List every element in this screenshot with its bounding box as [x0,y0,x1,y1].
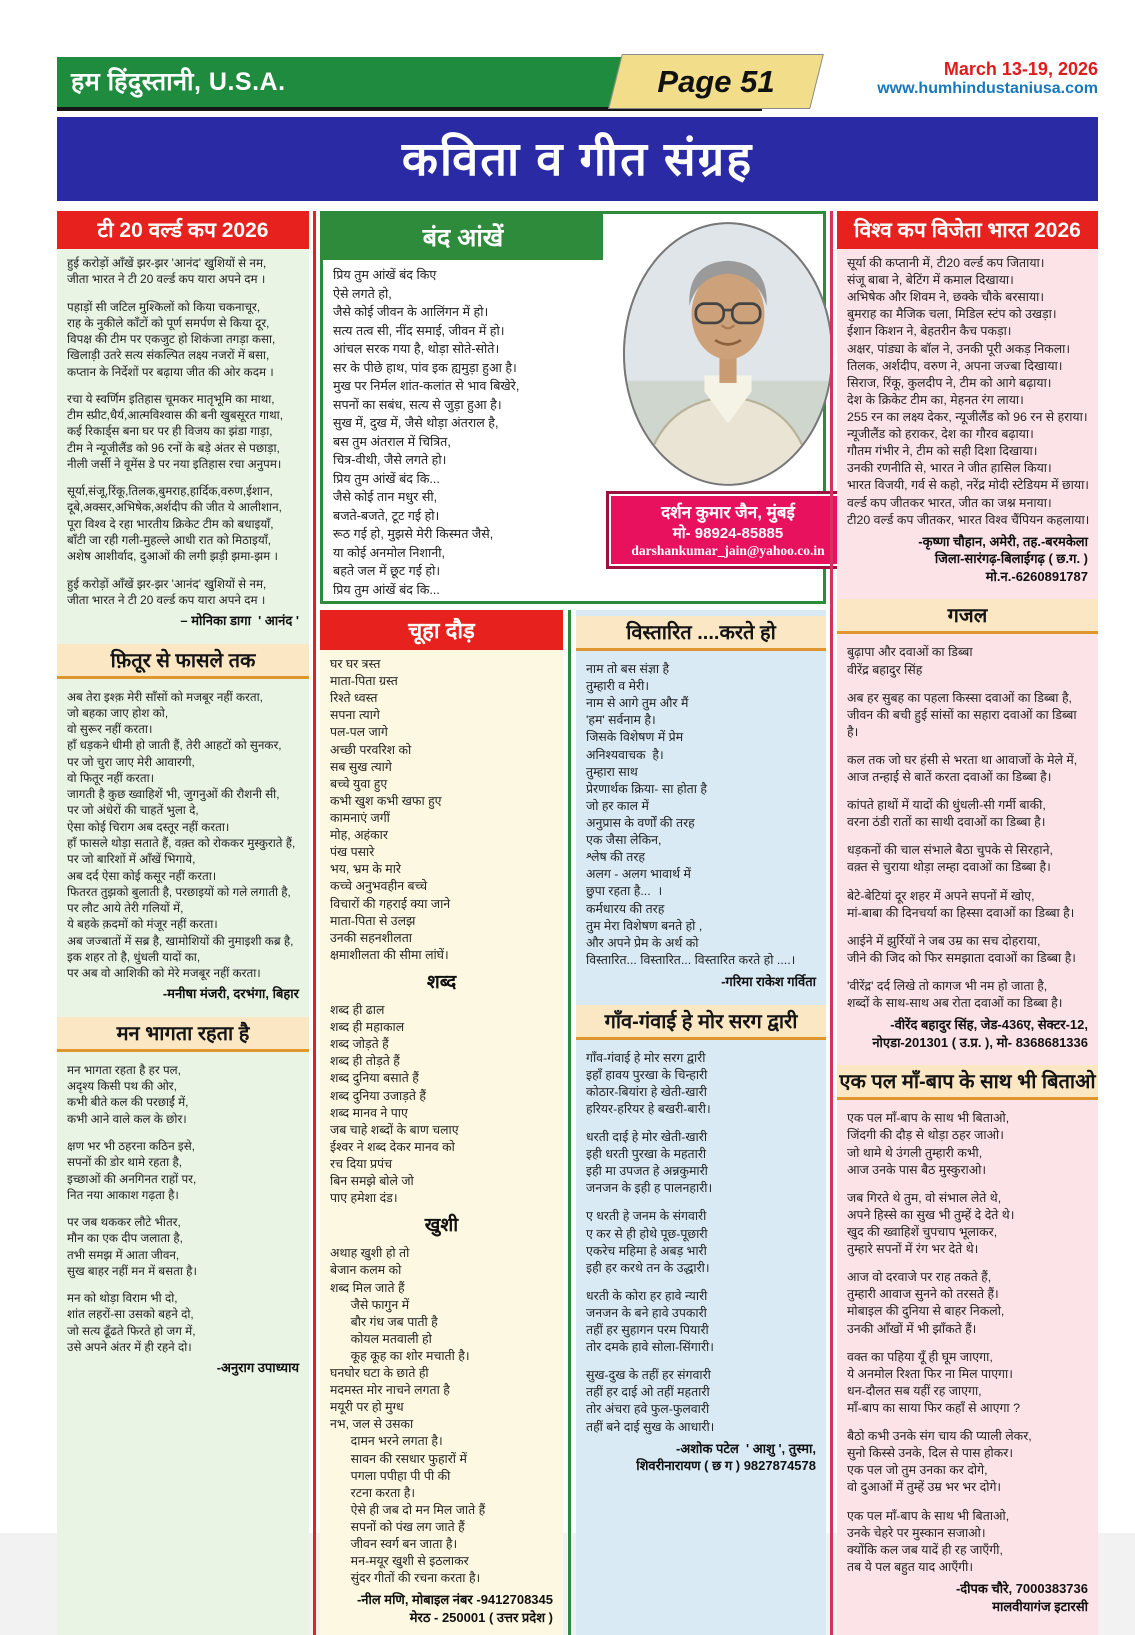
poem-khushi [320,1211,563,1634]
poem-lines: हुई करोड़ों आँखें झर-झर 'आनंद' खुशियों से नम, जीता भारत ने टी 20 वर्ल्ड कप यारा अपने दम । पहाड़ों सी जटिल मुश्किलों को किया चकनाचूर, राह के नुकीले काँटों को पूर्ण समर्पण से किया दूर, विपक्ष की टीम पर एकजुट हो शिकंजा तगड़ा कसा, खिलाड़ी उतरे सत्य संकल्पित लक्ष्य नजरों में बसा, कप्तान के निर्देशों पर बढ़ाया जीत की ओर कदम । रचा ये स्वर्णिम इतिहास चूमकर मातृभूमि का माथा, टीम स्प्रीट,धैर्य,आत्मविश्वास की बनी खुबसूरत गाथा, कई रिकार्ड्स बना घर पर ही विजय का झंडा गाड़ा, टीम ने न्यूजीलैंड को 96 रनों के बड़े अंतर से पछाड़ा, नीली जर्सी ने वूमेंस डे पर नया इतिहास रचा अनुपम। सूर्या,संजू,रिंकू,तिलक,बुमराह,हार्दिक,वरुण,ईशान, दूबे,अक्सर,अभिषेक,अर्शदीप की जीत ये आलीशान, पूरा विश्व दे रहा भारतीय क्रिकेट टीम को बधाइयाँ, बाँटी जा रही गली-मुहल्ले आधी रात को मिठाइयाँ, अशेष आशीर्वाद, दुआओं की लगी झड़ी झमा-झम । हुई करोड़ों आँखें झर-झर 'आनंद' खुशियों से नम, जीता भारत ने टी 20 वर्ल्ड कप यारा अपने दम । [67,256,283,607]
poem-ek-pal [837,1065,1098,1623]
poem-chooha-daud [320,610,563,966]
poem-world-cup-winner [837,211,1098,593]
poet-portrait-illustration [619,220,837,488]
poem-lines: घर घर त्रस्त माता-पिता ग्रस्त रिश्ते ध्वस्त सपना त्यागे पल-पल जागे अच्छी परवरिश को सब सुख त्यागे बच्चे युवा हुए कभी खुश कभी खफा हुए कामनाएं जगीं मोह, अहंकार पंख पसारे भय, भ्रम के मारे कच्चे अनुभवहीन बच्चे विचारों की गहराई क्या जाने माता-पिता से उलझ उनकी सहनशीलता क्षमाशीलता की सीमा लांघें। [330,657,451,962]
poem-heading: विस्तारित ....करते हो [576,616,826,651]
poem-band-aankhen [323,214,603,601]
poem-lines: अब तेरा इश्क़ मेरी साँसों को मजबूर नहीं करता, जो बहका जाए होश को, वो सुरूर नहीं करता। हाँ धड़कने धीमी हो जाती हैं, तेरी आहटों को सुनकर, पर जो चुरा जाए मेरी आवारगी, वो फितूर नहीं करता। जागती है कुछ ख्वाहिशें भी, जुगनुओं की रौशनी सी, पर जो अंधेरों की चाहतें भुला दे, ऐसा कोई चिराग अब दस्तूर नहीं करता। हाँ फासले थोड़ा सताते हैं, वक़्त को रोककर मुस्कुराते हैं, पर जो बारिशों में आँखें भिगाये, अब दर्द ऐसा कोई कसूर नहीं करता। फितरत तुझको बुलाती है, परछाइयों को गले लगाती है, पर लौट आये तेरी गलियों में, ये बहके क़दमों को मंजूर नहीं करता। अब जज्बातों में सब्र है, खामोशियों की नुमाइशी कब्र है, इक शहर तो है, धुंधली यादों का, पर अब वो आशिकी को मेरे मजबूर नहीं करता। [67,689,296,981]
poem-fitoor [57,644,309,1011]
poem-lines: सूर्या की कप्तानी में, टी20 वर्ल्ड कप जिताया। संजू बाबा ने, बेटिंग में कमाल दिखाया। अभिषेक और शिवम ने, छक्के चौके बरसाया। बुमराह का मैजिक चला, मिडिल स्टंप को उखड़ा। ईशान किशन ने, बेहतरीन कैच पकड़ा। अक्षर, पांड्या के बॉल ने, उनकी पूरी अकड़ निकला। तिलक, अर्शदीप, वरुण ने, अपना जज्बा दिखाया। सिराज, रिंकू, कुलदीप ने, टीम को आगे बढ़ाया। देश के क्रिकेट टीम का, मेहनत रंग लाया। 255 रन का लक्ष्य देकर, न्यूजीलैंड को 96 रन से हराया। न्यूजीलैंड को हराकर, देश का गौरव बढ़ाया। गौतम गंभीर ने, टीम को सही दिशा दिखाया। उनकी रणनीति से, भारत ने जीत हासिल किया। भारत विजयी, गर्व से कहो, नरेंद्र मोदी स्टेडियम में छाया। वर्ल्ड कप जीतकर भारत, जीत का जश्न मनाया। टी20 वर्ल्ड कप जीतकर, भारत विश्व चैंपियन कहलाया। [847,256,1090,527]
poem-man-bhagta [57,1017,309,1385]
poem-gajal [837,599,1098,1059]
poem-lines: प्रिय तुम आंखें बंद किए ऐसे लगते हो, जैसे कोई जीवन के आलिंगन में हो। सत्य तत्व सी, नींद समाई, जीवन में हो। आंचल सरक गया है, थोड़ा सोते-सोते। सर के पीछे हाथ, पांव इक ह्यमुड़ा हुआ है। मुख पर निर्मल शांत-कलांत से भाव बिखेरे, सपनों का सबंध, सत्य से जुड़ा हुआ है। सुख में, दुख में, जैसे थोड़ा अंतराल है, बस तुम अंतराल में चित्रित, चित्र-वीथी, जैसे लगते हो। प्रिय तुम आंखें बंद कि... जैसे कोई तान मधुर सी, बजते-बजते, टूट गई हो। रूठ गई हो, मुझसे मेरी किस्मत जैसे, या कोई अनमोल निशानी, बहते जल में छूट गई हो। प्रिय तुम आंखें बंद कि... [333,268,520,597]
poem-lines: अथाह खुशी हो तो बेजान कलम को शब्द मिल जाते हैं जैसे फागुन में बौर गंध जब पाती है कोयल मतवाली हो कूह कूह का शोर मचाती है। घनघोर घटा के छाते ही मदमस्त मोर नाचने लगता है मयूरी पर हो मुग्ध नभ, जल से उसका दामन भरने लगता है। सावन की रसधार फुहारों में पगला पपीहा पी पी की रटना करता है। ऐसे ही जब दो मन मिल जाते हैं सपनों को पंख लग जाते हैं जीवन स्वर्ग बन जाता है। मन-मयूर खुशी से इठलाकर सुंदर गीतों की रचना करता है। [330,1246,486,1586]
page-number-badge [608,54,824,109]
poet-photo-panel [603,214,853,601]
poet-photo [619,220,837,488]
poem-heading: गाँव-गंवाई हे मोर सरग द्वारी [576,1005,826,1040]
photo-caption [609,494,847,566]
poem-attribution: -मनीषा मंजरी, दरभंगा, बिहार [162,986,299,1002]
poet-name: दर्शन कुमार जैन, मुंबई [661,503,795,522]
poem-heading: गजल [837,599,1098,634]
column-4 [837,211,1098,1635]
columns [57,211,1098,1635]
masthead [57,57,1098,111]
poem-lines: बुढ़ापा और दवाओं का डिब्बा वीरेंद्र बहादुर सिंह अब हर सुबह का पहला किस्सा दवाओं का डिब्बा है, जीवन की बची हुई सांसों का सहारा दवाओं का डिब्बा है। कल तक जो घर हंसी से भरता था आवाजों के मेले में, आज तन्हाई से बातें करता दवाओं का डिब्बा है। कांपते हाथों में यादों की धुंधली-सी गर्मी बाकी, वरना ठंडी रातों का साथी दवाओं का डिब्बा है। धड़कनों की चाल संभाले बैठा चुपके से सिरहाने, वक़्त से चुराया थोड़ा लम्हा दवाओं का डिब्बा है। बेटे-बेटियां दूर शहर में अपने सपनों में खोए, मां-बाबा की दिनचर्या का हिस्सा दवाओं का डिब्बा है। आईने में झुर्रियों ने जब उम्र का सच दोहराया, जीने की जिद को फिर समझाता दवाओं का डिब्बा है। 'वीरेंद्र' दर्द लिखे तो कागज भी नम हो जाता है, शब्दों के साथ-साथ अब रोता दवाओं का डिब्बा है। [847,645,1081,1011]
poem-vistarit [576,616,826,999]
poem-heading: टी 20 वर्ल्ड कप 2026 [57,211,309,249]
poem-attribution: -नील मणि, मोबाइल नंबर -9412708345 मेरठ - 250001 ( उत्तर प्रदेश ) [356,1592,553,1626]
poem-subheading: शब्द [426,971,457,993]
poem-heading: फ़ितूर से फासले तक [57,644,309,679]
poem-gaon-ganwai [576,1005,826,1483]
column-divider [830,211,833,1635]
poem-t20-world-cup [57,211,309,638]
poem-lines: मन भागता रहता है हर पल, अदृश्य किसी पथ की ओर, कभी बीते कल की परछाईं में, कभी आने वाले कल के छोर। क्षण भर भी ठहरना कठिन इसे, सपनों की डोर थामे रहता है, इच्छाओं की अनगिनत राहों पर, नित नया आकाश गढ़ता है। पर जब थककर लौटे भीतर, मौन का एक दीप जलाता है, तभी समझ में आता जीवन, सुख बाहर नहीं मन में बसता है। मन को थोड़ा विराम भी दो, शांत लहरों-सा उसको बहने दो, जो सत्य ढूँढते फिरते हो जग में, उसे अपने अंतर में ही रहने दो। [67,1062,197,1354]
poem-attribution: -दीपक चौरे, 7000383736 मालवीयागंज इटारसी [955,1580,1088,1614]
poem-heading: विश्व कप विजेता भारत 2026 [837,211,1098,249]
poem-attribution: -अशोक पटेल ' आशु ', तुस्मा, शिवरीनारायण ( छ ग ) 9827874578 [636,1440,816,1474]
column-2 [320,610,563,1635]
poem-attribution: -अनुराग उपाध्याय [216,1360,299,1376]
masthead-brand-bar [57,57,775,111]
poem-heading: बंद आंखें [323,214,603,260]
poem-lines: नाम तो बस संज्ञा है तुम्हारी व मेरी। नाम से आगे तुम और मैं 'हम' सर्वनाम है। जिसके विशेषण में प्रेम अनिश्यवाचक है। तुम्हारा साथ प्रेरणार्थक क्रिया- सा होता है जो हर काल में अनुप्रास के वर्णों की तरह एक जैसा लेकिन, श्लेष की तरह अलग - अलग भावार्थ में छुपा रहता है... । कर्मधारय की तरह तुम मेरा विशेषण बनते हो , और अपने प्रेम के अर्थ को विस्तारित... विस्तारित... विस्तारित करते हो ....। [586,662,796,967]
poem-heading: मन भागता रहता है [57,1017,309,1052]
poem-attribution: -गरिमा राकेश गर्विता [721,973,816,989]
poem-lines: एक पल माँ-बाप के साथ भी बिताओ, जिंदगी की दौड़ से थोड़ा ठहर जाओ। जो थामे थे उंगली तुम्हारी कभी, आज उनके पास बैठ मुस्कुराओ। जब गिरते थे तुम, वो संभाल लेते थे, अपने हिस्से का सुख भी तुम्हें दे देते थे। खुद की ख्वाहिशें चुपचाप भूलाकर, तुम्हारे सपनों में रंग भर देते थे। आज वो दरवाजे पर राह तकते हैं, तुम्हारी आवाज सुनने को तरसते हैं। मोबाइल की दुनिया से बाहर निकलो, उनकी आँखों में भी झाँकते हैं। वक्त का पहिया यूँ ही घूम जाएगा, ये अनमोल रिश्ता फिर ना मिल पाएगा। धन-दौलत सब यहीं रह जाएगा, माँ-बाप का साया फिर कहाँ से आएगा ? बैठो कभी उनके संग चाय की प्याली लेकर, सुनो किस्से उनके, दिल से पास होकर। एक पल जो तुम उनका कर दोगे, वो दुआओं में तुम्हें उम्र भर भर दोगे। एक पल माँ-बाप के साथ भी बिताओ, उनके चेहरे पर मुस्कान सजाओ। क्योंकि कल जब यादें ही रह जाएँगी, तब ये पल बहुत याद आएँगी। [847,1111,1032,1574]
issue-date: March 13-19, 2026 [943,59,1098,79]
poem-lines: शब्द ही ढाल शब्द ही महाकाल शब्द जोड़ते हैं शब्द ही तोड़ते हैं शब्द दुनिया बसाते हैं शब्द दुनिया उजाड़ते हैं शब्द मानव ने पाए जब चाहे शब्दों के बाण चलाए ईश्वर ने शब्द देकर मानव को रच दिया प्रपंच बिन समझे बोले जो पाए हमेशा दंड। [330,1002,459,1206]
poet-email: darshankumar_jain@yahoo.co.in [631,543,825,558]
issue-info [877,59,1098,98]
poem-heading: एक पल माँ-बाप के साथ भी बिताओ [837,1065,1098,1100]
poem-heading: चूहा दौड़ [320,610,563,650]
column-divider [313,211,316,1635]
poem-shabd [320,968,563,1209]
column-3 [576,610,826,1635]
column-1 [57,211,309,1635]
website-url: www.humhindustaniusa.com [877,80,1098,97]
poet-phone: मो- 98924-85885 [672,525,784,542]
poem-attribution: -वीरेंद बहादुर सिंह, जेड-436ए, सेक्टर-12, नोएडा-201301 ( उ.प्र. ), मो- 8368681336 [872,1017,1088,1050]
newspaper-name: हम हिंदुस्तानी, U.S.A. [57,57,717,107]
column-middle [320,211,826,1635]
poem-lines: गाँव-गंवाई हे मोर सरग द्वारी इहाँ हावय पुरखा के चिन्हारी कोठार-बियांरा हे खेती-खारी हरियर-हरियर हे बखरी-बारी। धरती दाई हे मोर खेती-खारी इही धरती पुरखा के महतारी इही मा उपजत हे अन्नकुमारी जनजन के इही ह पालनहारी। ए धरती हे जनम के संगवारी ए कर से ही होथे पूछ-पूछारी एकरेच महिमा हे अबड़ भारी इही हर करथे तन के उद्धारी। धरती के कोरा हर हावे न्यारी जनजन के बने हावे उपकारी तहीं हर सुहागन परम पियारी तोर दमके हावे सोला-सिंगारी। सुख-दुख के तहीं हर संगवारी तहीं हर दाई ओ तहीं महतारी तोर अंचरा हवे फुल-फुलवारी तहीं बने दाई सुख के आधारी। [586,1050,715,1434]
column-divider [567,610,572,1635]
page-content [57,57,1098,1635]
poem-attribution: – मोनिका डागा ' आनंद ' [180,613,299,629]
poem-subheading: खुशी [424,1215,459,1237]
poem-band-aankhen-box [320,211,826,604]
poem-attribution: -कृष्णा चौहान, अमेरी, तह.-बरमकेला जिला-सारंगढ़-बिलाईगढ़ ( छ.ग. ) मो.न.-6260891787 [918,533,1088,584]
middle-sub-columns [320,610,826,1635]
page-number-label: Page 51 [657,64,775,99]
page-title: कविता व गीत संग्रह [57,117,1098,201]
